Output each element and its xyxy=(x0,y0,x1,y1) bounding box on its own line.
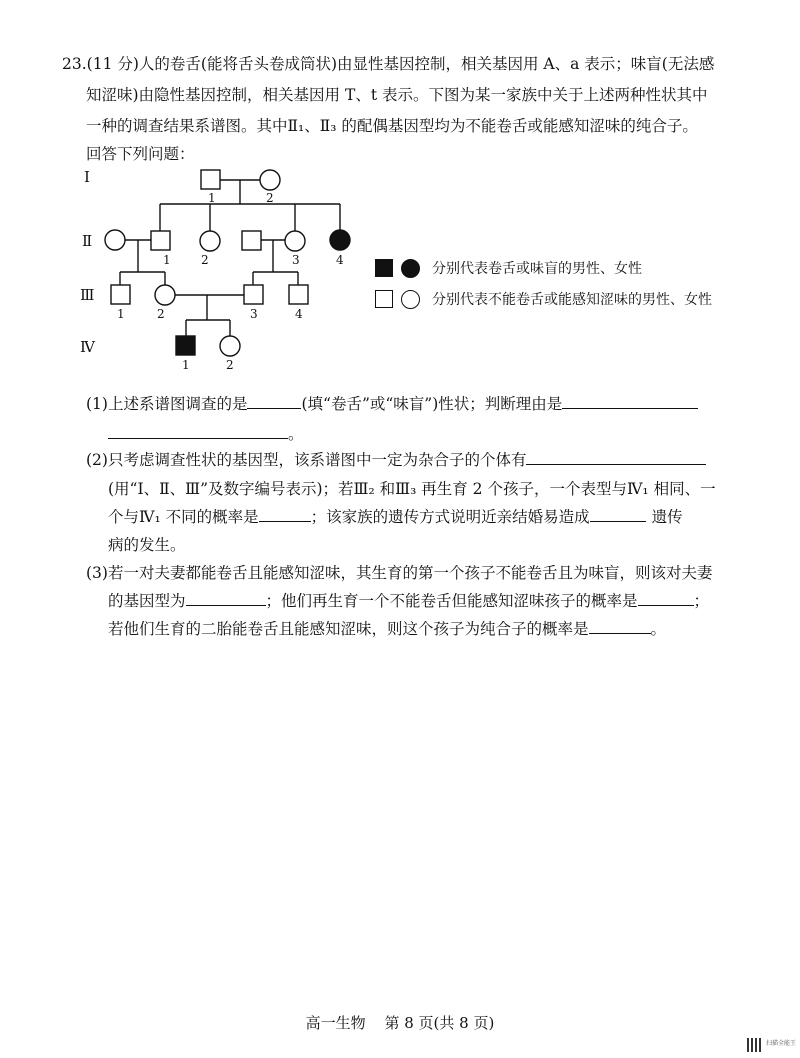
legend-empty-circle-icon xyxy=(401,290,420,309)
label-II4: 4 xyxy=(336,253,344,267)
pedigree-II4-female-affected xyxy=(330,230,350,250)
label-III2: 2 xyxy=(157,307,165,321)
sub3-text-e: 若他们生育的二胎能卷舌且能感知涩味，则这个孩子为纯合子的概率是 xyxy=(108,620,589,638)
intro-text-3: 一种的调查结果系谱图。其中Ⅱ₁、Ⅱ₃ 的配偶基因型均为不能卷舌或能感知涩味的纯合子。 xyxy=(86,117,698,135)
generation-label-IV: Ⅳ xyxy=(80,338,95,356)
question-line-2 xyxy=(86,83,707,105)
pedigree-II1-male xyxy=(151,231,170,250)
footer-page: 第 8 页(共 8 页) xyxy=(384,1014,495,1032)
label-I1: 1 xyxy=(208,191,216,205)
sub1-blank-3[interactable] xyxy=(108,422,288,439)
sub2-line-3 xyxy=(108,505,683,527)
generation-label-III: Ⅲ xyxy=(80,286,95,304)
pedigree-II2-female xyxy=(200,231,220,251)
question-number: 23. xyxy=(62,55,87,73)
sub2-text-b: (用“Ⅰ、Ⅱ、Ⅲ”及数字编号表示)；若Ⅲ₂ 和Ⅲ₃ 再生育 2 个孩子，一个表型与Ⅳ₁ 相同、一 xyxy=(108,480,716,498)
pedigree-II3-spouse xyxy=(242,231,261,250)
pedigree-chart xyxy=(70,160,370,380)
intro-text-4: 回答下列问题： xyxy=(86,145,195,163)
sub3-text-d: ； xyxy=(693,592,710,610)
generation-label-II: Ⅱ xyxy=(82,232,93,250)
label-IV2: 2 xyxy=(226,358,234,372)
pedigree-II3-female xyxy=(285,231,305,251)
sub3-blank-1[interactable] xyxy=(186,589,266,606)
sub1-line-2 xyxy=(108,422,304,444)
label-II3: 3 xyxy=(292,253,300,267)
pedigree-III3-male xyxy=(244,285,263,304)
sub1-text-a: (1)上述系谱图调查的是 xyxy=(86,395,248,413)
legend-unaffected xyxy=(375,289,712,309)
sub2-blank-3[interactable] xyxy=(590,505,646,522)
sub3-text-a: (3)若一对夫妻都能卷舌且能感知涩味，其生育的第一个孩子不能卷舌且为味盲，则该对夫妻 xyxy=(86,564,713,582)
sub2-text-f: 病的发生。 xyxy=(108,536,186,554)
question-points: (11 分) xyxy=(86,55,139,73)
generation-label-I: Ⅰ xyxy=(84,168,90,186)
sub2-text-d: ；该家族的遗传方式说明近亲结婚易造成 xyxy=(310,508,590,526)
question-line-1 xyxy=(62,52,714,74)
label-II1: 1 xyxy=(163,253,171,267)
legend-filled-circle-icon xyxy=(401,259,420,278)
sub3-text-b: 的基因型为 xyxy=(108,592,186,610)
sub3-line-2 xyxy=(108,589,709,611)
sub2-text-c: 个与Ⅳ₁ 不同的概率是 xyxy=(108,508,259,526)
qr-code-icon xyxy=(747,1038,761,1052)
legend-unaffected-text: 分别代表不能卷舌或能感知涩味的男性、女性 xyxy=(432,292,712,308)
pedigree-II1-spouse xyxy=(105,230,125,250)
pedigree-IV1-male-affected xyxy=(176,336,195,355)
question-line-3 xyxy=(86,114,698,136)
label-I2: 2 xyxy=(266,191,274,205)
label-II2: 2 xyxy=(201,253,209,267)
legend-affected-text: 分别代表卷舌或味盲的男性、女性 xyxy=(432,261,642,277)
sub2-blank-1[interactable] xyxy=(526,448,706,465)
sub3-blank-2[interactable] xyxy=(638,589,694,606)
sub2-blank-2[interactable] xyxy=(259,505,311,522)
label-III3: 3 xyxy=(250,307,258,321)
label-IV1: 1 xyxy=(182,358,190,372)
label-III1: 1 xyxy=(117,307,125,321)
sub1-blank-2[interactable] xyxy=(562,392,698,409)
pedigree-III1-male xyxy=(111,285,130,304)
pedigree-I1-male xyxy=(201,170,220,189)
intro-text-2: 知涩味)由隐性基因控制，相关基因用 T、t 表示。下图为某一家族中关于上述两种性状其中 xyxy=(86,86,708,104)
intro-text-1: 人的卷舌(能将舌头卷成筒状)由显性基因控制，相关基因用 A、a 表示；味盲(无法感 xyxy=(138,55,715,73)
legend-filled-square-icon xyxy=(375,259,393,277)
scanner-watermark: 扫描全能王 xyxy=(766,1040,797,1047)
sub3-blank-3[interactable] xyxy=(589,617,651,634)
sub3-text-f: 。 xyxy=(650,620,667,638)
pedigree-III4-male xyxy=(289,285,308,304)
sub1-line-1 xyxy=(86,392,698,414)
pedigree-III2-female xyxy=(155,285,175,305)
footer-subject: 高一生物 xyxy=(305,1014,366,1032)
sub3-line-3 xyxy=(108,617,666,639)
legend-empty-square-icon xyxy=(375,290,393,308)
sub2-line-2 xyxy=(108,477,716,499)
pedigree-I2-female xyxy=(260,170,280,190)
page-footer xyxy=(0,1012,800,1033)
sub2-line-1 xyxy=(86,448,706,470)
sub1-text-c: 。 xyxy=(288,425,304,443)
pedigree-IV2-female xyxy=(220,336,240,356)
sub1-blank-1[interactable] xyxy=(247,392,301,409)
sub3-text-c: ；他们再生育一个不能卷舌但能感知涩味孩子的概率是 xyxy=(265,592,638,610)
sub2-text-e: 遗传 xyxy=(651,508,683,526)
sub1-text-b: (填“卷舌”或“味盲”)性状；判断理由是 xyxy=(301,395,563,413)
legend-affected xyxy=(375,258,642,278)
sub2-line-4 xyxy=(108,533,186,555)
label-III4: 4 xyxy=(295,307,303,321)
sub2-text-a: (2)只考虑调查性状的基因型，该系谱图中一定为杂合子的个体有 xyxy=(86,451,527,469)
sub3-line-1 xyxy=(86,561,712,583)
